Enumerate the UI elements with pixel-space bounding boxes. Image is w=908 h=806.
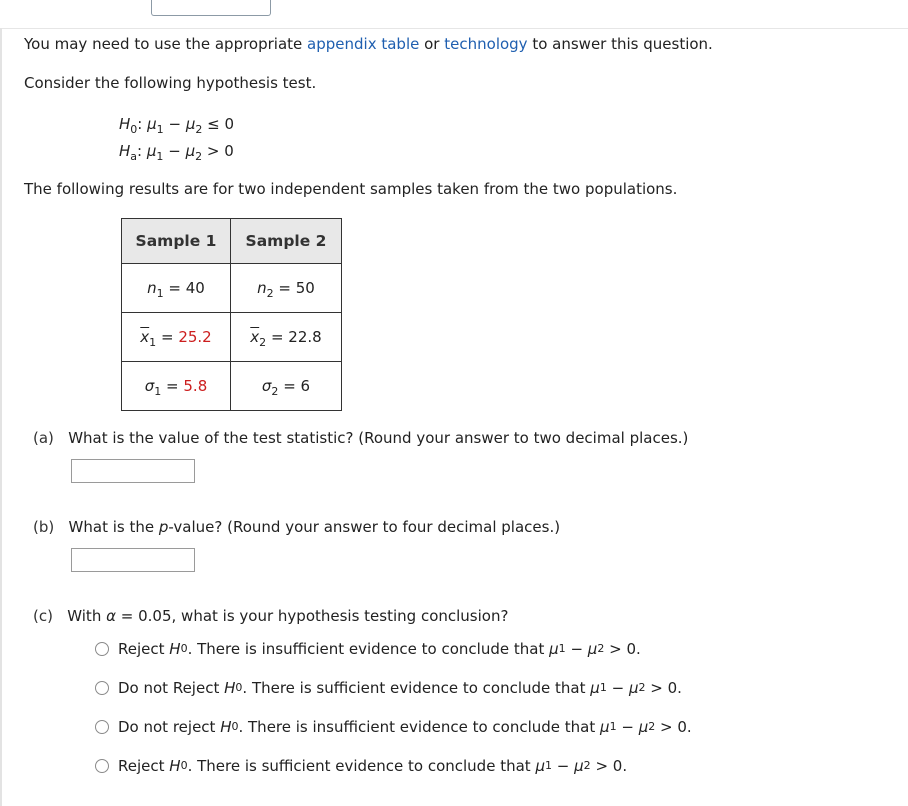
table-row: [122, 264, 342, 313]
intro-text: You may need to use the appropriate appendix table or technology to answer this question.: [24, 35, 713, 53]
header-sample-2: Sample 2: [231, 219, 342, 264]
previous-answer-box[interactable]: [151, 0, 271, 16]
conclusion-option-3[interactable]: Do not reject H 0 . There is insufficient evidence to conclude that μ 1 − μ 2 > 0.: [95, 716, 692, 738]
n2-cell: $n_2 = 50$: [231, 264, 342, 313]
radio-button[interactable]: [95, 681, 109, 695]
radio-button[interactable]: [95, 759, 109, 773]
table-row: [122, 313, 342, 362]
sigma1-cell: $\sigma_1 = 5.8$: [122, 362, 231, 411]
conclusion-option-4[interactable]: Reject H 0 . There is sufficient evidence to conclude that μ 1 − μ 2 > 0.: [95, 755, 627, 777]
technology-link[interactable]: technology: [444, 35, 528, 53]
null-hypothesis: $H_0$: $\mu_1 - \mu_2 \le 0$: [119, 115, 235, 136]
samples-table: [121, 218, 342, 411]
frame-border: [0, 28, 2, 806]
results-text: The following results are for two independent samples taken from the two populations.: [24, 180, 678, 198]
part-c-question: (c) With α = 0.05, what is your hypothesis testing conclusion?: [33, 607, 509, 625]
conclusion-option-2[interactable]: Do not Reject H 0 . There is sufficient evidence to conclude that μ 1 − μ 2 > 0.: [95, 677, 682, 699]
test-statistic-input[interactable]: [71, 459, 195, 483]
appendix-table-link[interactable]: appendix table: [307, 35, 420, 53]
top-strip: [0, 0, 908, 29]
n1-cell: $n_1 = 40$: [122, 264, 231, 313]
p-value-input[interactable]: [71, 548, 195, 572]
conclusion-option-1[interactable]: Reject H 0 . There is insufficient evidence to conclude that μ 1 − μ 2 > 0.: [95, 638, 641, 660]
consider-text: Consider the following hypothesis test.: [24, 74, 317, 92]
xbar2-cell: $\overline{x}_2 = 22.8$: [231, 313, 342, 362]
part-b-question: (b) What is the p-value? (Round your answer to four decimal places.): [33, 518, 561, 536]
sigma2-cell: $\sigma_2 = 6$: [231, 362, 342, 411]
header-sample-1: Sample 1: [122, 219, 231, 264]
table-row: [122, 362, 342, 411]
radio-button[interactable]: [95, 642, 109, 656]
xbar1-cell: $\overline{x}_1 = 25.2$: [122, 313, 231, 362]
alternative-hypothesis: $H_a$: $\mu_1 - \mu_2 > 0$: [119, 142, 234, 163]
radio-button[interactable]: [95, 720, 109, 734]
part-a-question: (a) What is the value of the test statistic? (Round your answer to two decimal places.): [33, 429, 689, 447]
